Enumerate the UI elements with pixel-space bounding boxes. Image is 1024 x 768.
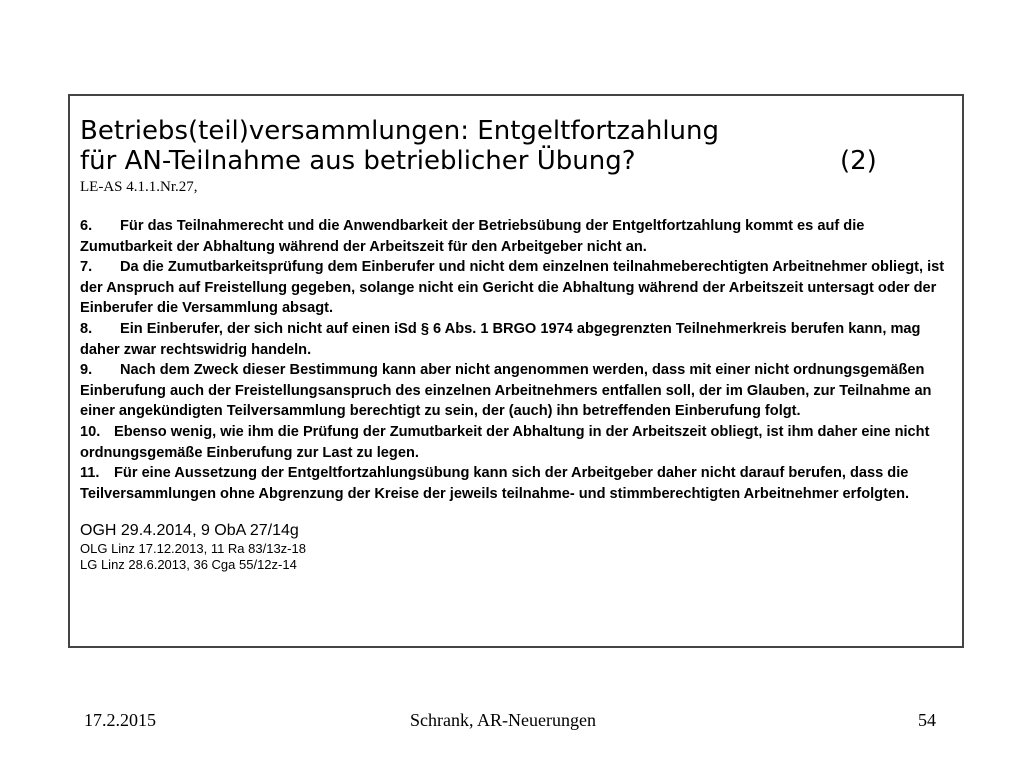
paragraph-11 bbox=[80, 463, 960, 504]
title-line-1: Betriebs(teil)versammlungen: Entgeltfortzahlung bbox=[80, 116, 720, 146]
paragraph-number: 8. bbox=[80, 320, 93, 337]
slide-title bbox=[80, 116, 962, 176]
paragraph-number: 6. bbox=[80, 218, 93, 234]
paragraph-text: Nach dem Zweck dieser Bestimmung kann aber nicht angenommen werden, dass mit einer nicht ordnungsgemäßen Einberufung auch der Freistellungsanspruch des einzelnen Arbeitnehmers entfallen soll, der im Glauben, zur Teilnahme an einer angekündigten Teilversammlung berechtigt zu sein, der (auch) ihn betreffenden Einberufung folgt. bbox=[80, 362, 932, 420]
footer-title: Schrank, AR-Neuerungen bbox=[410, 710, 596, 730]
citation-olg: OLG Linz 17.12.2013, 11 Ra 83/13z-18 bbox=[80, 541, 306, 557]
paragraph-10 bbox=[80, 422, 960, 463]
paragraph-number: 10. bbox=[80, 423, 101, 440]
footer-page-number: 54 bbox=[918, 710, 936, 730]
paragraph-number: 9. bbox=[80, 362, 93, 379]
paragraph-7 bbox=[80, 257, 960, 319]
paragraph-text: Ein Einberufer, der sich nicht auf einen iSd § 6 Abs. 1 BRGO 1974 abgegrenzten Teilnehmerkreis berufen kann, mag daher zwar rechtswidrig handeln. bbox=[80, 320, 921, 358]
title-line-2 bbox=[80, 146, 962, 176]
paragraph-number: 11. bbox=[80, 465, 100, 482]
slide-content-box bbox=[68, 94, 964, 648]
paragraph-9 bbox=[80, 360, 960, 422]
paragraph-text: Ebenso wenig, wie ihm die Prüfung der Zumutbarkeit der Abhaltung in der Arbeitszeit obliegt, ist ihm daher eine nicht ordnungsgemäße Einberufung zur Last zu legen. bbox=[80, 423, 930, 461]
paragraph-8 bbox=[80, 319, 960, 360]
paragraph-6 bbox=[80, 216, 960, 257]
paragraph-text: Für eine Aussetzung der Entgeltfortzahlungsübung kann sich der Arbeitgeber daher nicht darauf berufen, dass die Teilversammlungen ohne Abgrenzung der Kreise der jeweils teilnahme- und stimmberechtigten Arbeitnehmer erfolgten. bbox=[80, 465, 910, 502]
paragraph-text: Für das Teilnahmerecht und die Anwendbarkeit der Betriebsübung der Entgeltfortzahlung kommt es auf die Zumutbarkeit der Abhaltung während der Arbeitszeit für den Arbeitgeber nicht an. bbox=[80, 218, 865, 255]
reference-code: LE-AS 4.1.1.Nr.27, bbox=[80, 179, 198, 195]
case-citations bbox=[80, 521, 962, 573]
title-number: (2) bbox=[840, 146, 877, 176]
footer-date: 17.2.2015 bbox=[84, 710, 156, 730]
paragraph-number: 7. bbox=[80, 259, 93, 276]
citation-lg: LG Linz 28.6.2013, 36 Cga 55/12z-14 bbox=[80, 557, 297, 573]
paragraph-list bbox=[80, 216, 962, 504]
title-line-2-text: für AN-Teilnahme aus betrieblicher Übung? bbox=[80, 146, 636, 176]
paragraph-text: Da die Zumutbarkeitsprüfung dem Einberufer und nicht dem einzelnen teilnahmeberechtigten Arbeitnehmer obliegt, ist der Anspruch auf Freistellung gegeben, solange nicht ein Gericht die Abhaltung während der Arbeitszeit untersagt oder der Einberufer die Versammlung absagt. bbox=[80, 259, 945, 317]
citation-ogh: OGH 29.4.2014, 9 ObA 27/14g bbox=[80, 522, 299, 540]
